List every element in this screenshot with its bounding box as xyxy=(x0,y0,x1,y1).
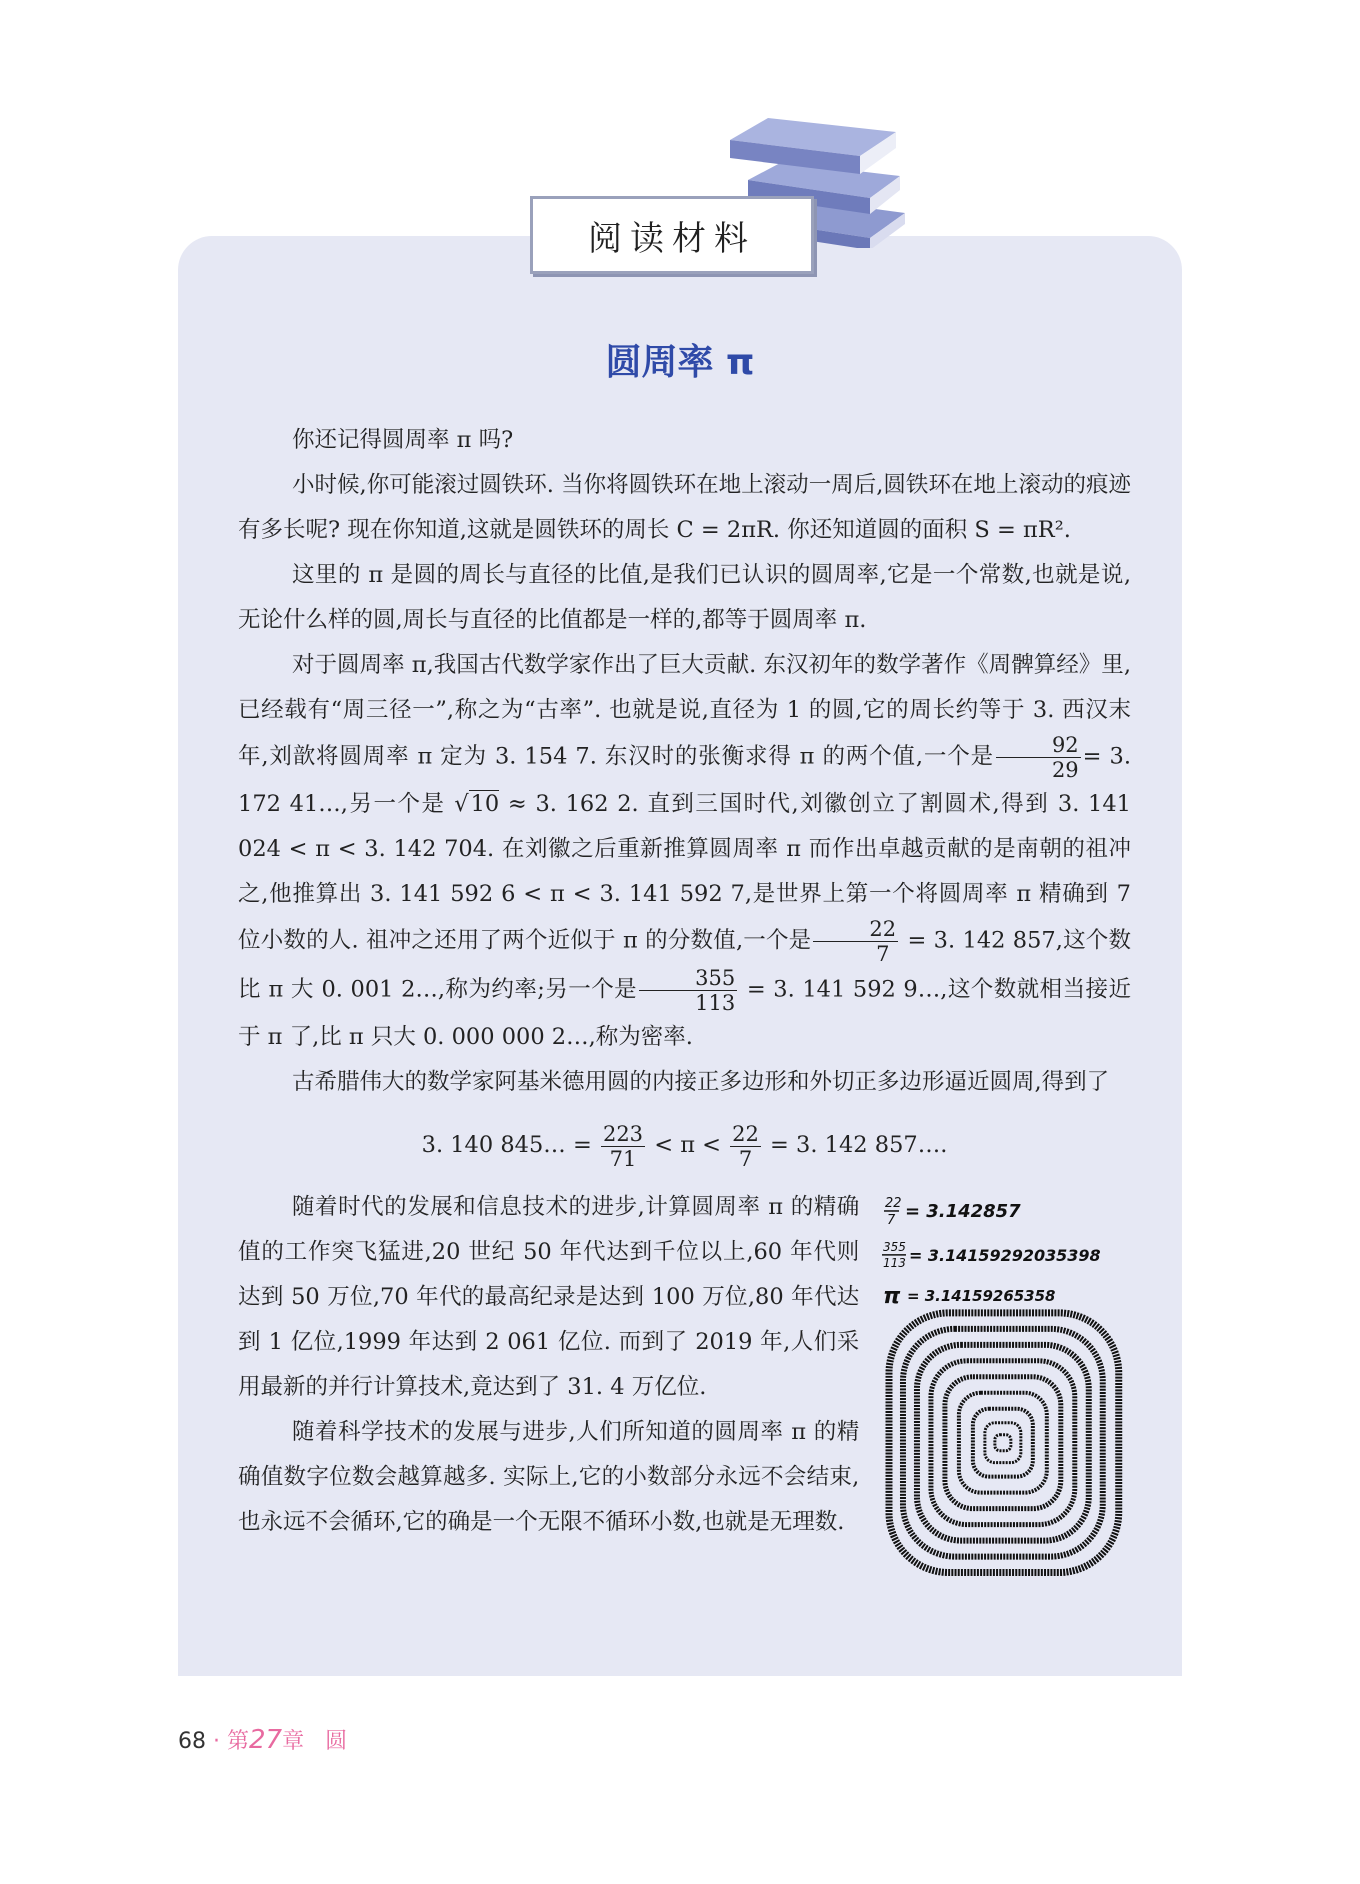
spiral-frac1-den: 7 xyxy=(887,1212,896,1228)
repeating-digits: 142 857 xyxy=(962,927,1056,954)
fraction-22-7-formula xyxy=(730,1122,761,1171)
fraction-92-29 xyxy=(996,733,1081,782)
paragraph-4: 对于圆周率 π,我国古代数学家作出了巨大贡献. 东汉初年的数学著作《周髀算经》里,已经载有“周三径一”,称之为“古率”. 也就是说,直径为 1 的圆,它的周长约等于 3. 西汉末年,刘歆将圆周率 π 定为 3. 154 7. 东汉时的张衡求得 π 的两个值,一个是 $\frac{92}{29}$ = 3. 172 41…,另一个是 √10 ≈ 3. 162 2. 直到三国时代,刘徽创立了割圆术,得到 3. 141 024 < π < 3. 142 704. 在刘徽之后重新推算圆周率 π 而作出卓越贡献的是南朝的祖冲之,他推算出 3. 141 592 6 < π < 3. 141 592 7,是世界上第一个将圆周率 π 精确到 7 位小数的人. 祖冲之还用了两个近似于 π 的分数值,一个是 $\frac{22}{7}$ = 3. 142 857,这个数比 π 大 0. 001 2…,称为约率;另一个是 $\frac{355}{113}$ = 3. 141 592 9…,这个数就相当接近于 π 了,比 π 只大 0. 000 000 2…,称为密率. xyxy=(238,652,1131,1050)
fraction-223-71 xyxy=(601,1122,645,1171)
formula-left: 3. 140 845… = xyxy=(421,1132,592,1158)
fraction-numerator: 223 xyxy=(602,1121,644,1146)
paragraph-4-part-e: ,这个数比 π 大 0. 001 2…,称为约率;另一个是 xyxy=(238,927,1131,1003)
paragraph-4-part-a: 对于圆周率 π,我国古代数学家作出了巨大贡献. 东汉初年的数学著作《周髀算经》里,已经载有“周三径一”,称之为“古率”. 也就是说,直径为 1 的圆,它的周长约等于 3. 西汉末年,刘歆将圆周率 π 定为 3. 154 7. 东汉时的张衡求得 π 的两个值,一个是 xyxy=(238,652,1131,770)
formula-right: = 3. 142 857…. xyxy=(770,1132,948,1158)
fraction-denominator: 113 xyxy=(695,991,736,1015)
page-title: 圆周率 π xyxy=(605,342,755,383)
archimedes-formula xyxy=(238,1119,1131,1171)
page-number: 68 xyxy=(178,1729,206,1754)
bottom-section xyxy=(238,1185,1131,1581)
spiral-pi-label: π xyxy=(883,1283,901,1309)
fraction-355-113 xyxy=(639,966,737,1015)
fraction-numerator: 355 xyxy=(639,966,737,991)
chapter-number: 27 xyxy=(249,1725,283,1755)
footer-separator: · xyxy=(213,1729,220,1754)
paragraph-1: 你还记得圆周率 π 吗? xyxy=(292,427,514,453)
fraction-denominator: 71 xyxy=(609,1146,637,1171)
fraction-numerator: 22 xyxy=(732,1121,759,1146)
paragraph-7: 随着科学技术的发展与进步,人们所知道的圆周率 π 的精确值数字位数会越算越多. 实际上,它的小数部分永远不会结束,也永远不会循环,它的确是一个无限不循环小数,也就是无理数. xyxy=(238,1419,860,1535)
chapter-prefix: 第 xyxy=(227,1729,250,1754)
spiral-frac1-num: 22 xyxy=(885,1195,902,1211)
page-footer xyxy=(178,1724,347,1755)
spiral-line-3: = 3.14159265358 xyxy=(907,1286,1056,1305)
fraction-22-7 xyxy=(813,917,898,966)
paragraph-2: 小时候,你可能滚过圆铁环. 当你将圆铁环在地上滚动一周后,圆铁环在地上滚动的痕迹有多长呢? 现在你知道,这就是圆铁环的周长 C = 2πR. 你还知道圆的面积 S = πR². xyxy=(238,472,1131,543)
formula-middle: < π < xyxy=(654,1132,721,1158)
spiral-line-2: = 3.14159292035398 xyxy=(909,1245,1101,1265)
bottom-text xyxy=(238,1185,859,1581)
fraction-denominator: 7 xyxy=(876,942,890,966)
pi-digits-spiral-image xyxy=(881,1191,1131,1581)
chapter-title: 圆 xyxy=(325,1729,348,1754)
fraction-denominator: 7 xyxy=(738,1146,753,1171)
spiral-line-1: = 3.142857 xyxy=(905,1200,1021,1222)
fraction-numerator: 22 xyxy=(813,917,898,942)
reading-material-tag: 阅读材料 xyxy=(530,196,814,274)
paragraph-4-part-c: ≈ 3. 162 2. 直到三国时代,刘徽创立了割圆术,得到 3. 141 024 < π < 3. 142 704. 在刘徽之后重新推算圆周率 π 而作出卓越贡献的是南朝的祖冲之,他推算出 3. 141 592 6 < π < 3. 141 592 7,是世界上第一个将圆周率 π 精确到 7 位小数的人. 祖冲之还用了两个近似于 π 的分数值,一个是 xyxy=(238,791,1131,954)
article-body xyxy=(238,418,1131,1581)
paragraph-4-part-d: = 3. xyxy=(900,927,963,954)
paragraph-5: 古希腊伟大的数学家阿基米德用圆的内接正多边形和外切正多边形逼近圆周,得到了 xyxy=(292,1069,1110,1095)
paragraph-4-part-f: = 3. 141 592 9…,这个数就相当接近于 π 了,比 π 只大 0. 000 000 2…,称为密率. xyxy=(238,976,1131,1050)
paragraph-4-part-b: = 3. 172 41…,另一个是 xyxy=(238,743,1131,817)
paragraph-3: 这里的 π 是圆的周长与直径的比值,是我们已认识的圆周率,它是一个常数,也就是说,无论什么样的圆,周长与直径的比值都是一样的,都等于圆周率 π. xyxy=(238,562,1131,633)
sqrt-10: 10 xyxy=(470,791,500,817)
spiral-frac2-den: 113 xyxy=(883,1255,907,1270)
fraction-denominator: 29 xyxy=(1051,758,1079,782)
spiral-frac2-num: 355 xyxy=(883,1239,907,1254)
chapter-suffix: 章 xyxy=(282,1729,305,1754)
paragraph-6: 随着时代的发展和信息技术的进步,计算圆周率 π 的精确值的工作突飞猛进,20 世纪 50 年代达到千位以上,60 年代则达到 50 万位,70 年代的最高纪录是达到 100 万位,80 年代达到 1 亿位,1999 年达到 2 061 亿位. 而到了 2019 年,人们采用最新的并行计算技术,竟达到了 31. 4 万亿位. xyxy=(238,1194,860,1400)
fraction-numerator: 92 xyxy=(996,733,1081,758)
